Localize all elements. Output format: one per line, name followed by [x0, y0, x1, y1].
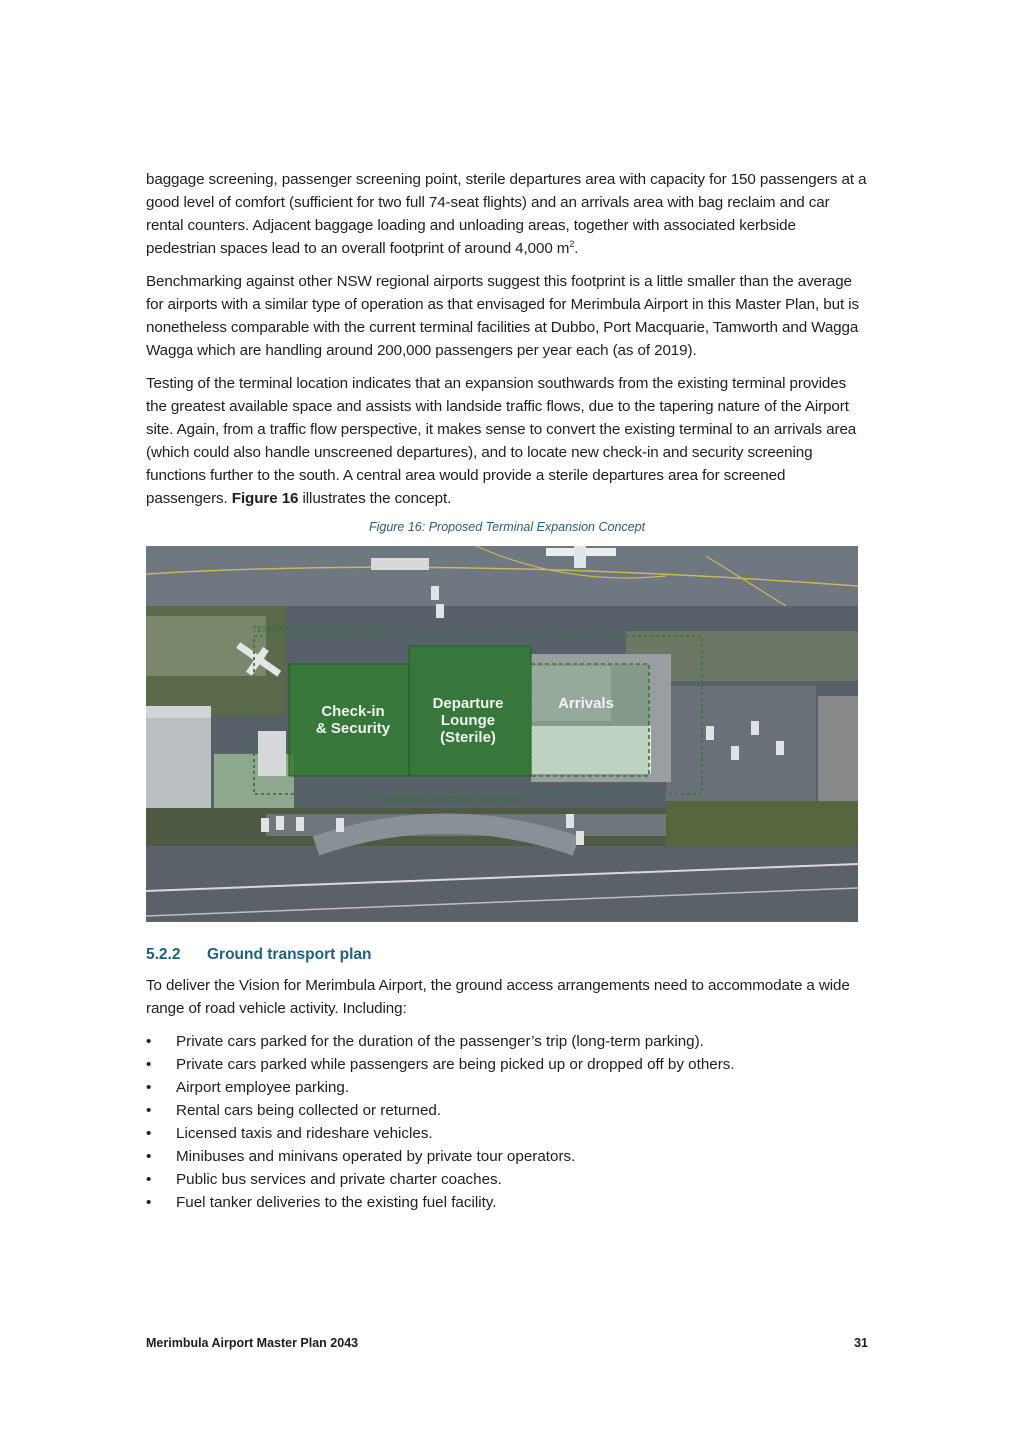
page-footer: [146, 1336, 868, 1350]
page-number: 31: [854, 1336, 868, 1350]
paragraph: [146, 372, 868, 510]
list-item: • Fuel tanker deliveries to the existing fuel facility.: [146, 1191, 868, 1214]
paragraph: [146, 168, 868, 260]
figure-caption: Figure 16: Proposed Terminal Expansion Concept: [368, 520, 646, 534]
footer-title: Merimbula Airport Master Plan 2043: [146, 1336, 359, 1350]
paragraph: Benchmarking against other NSW regional airports suggest this footprint is a little smaller than the average for airports with a similar type of operation as that envisaged for Merimbula Airport in this Master Plan, but is nonetheless comparable with the current terminal facilities at Dubbo, Port Macquarie, Tamworth and Wagga Wagga which are handling around 200,000 passengers per year each (as of 2019).: [146, 273, 859, 359]
departure-label: Departure: [432, 695, 504, 712]
terminal-concept-figure: [146, 546, 858, 922]
section-heading: [146, 946, 868, 964]
aerial-photo: [146, 546, 858, 922]
list-item: • Licensed taxis and rideshare vehicles.: [146, 1122, 868, 1145]
paragraph-end: illustrates the concept.: [298, 490, 452, 507]
list-item: • Public bus services and private charter coaches.: [146, 1168, 868, 1191]
superscript: 2: [569, 239, 575, 249]
checkin-label: Check-in: [321, 703, 385, 720]
departure-label: Lounge: [440, 712, 496, 729]
list-item: • Rental cars being collected or returned.: [146, 1099, 868, 1122]
page-content: [146, 168, 868, 1214]
list-item: • Private cars parked while passengers are being picked up or dropped off by others.: [146, 1053, 868, 1076]
departure-label: (Sterile): [440, 729, 496, 746]
paragraph-end: .: [574, 240, 579, 257]
list-item: • Private cars parked for the duration of the passenger’s trip (long-term parking).: [146, 1030, 868, 1053]
list-item: • Minibuses and minivans operated by private tour operators.: [146, 1145, 868, 1168]
reserve-label: TERMINAL FOOTPRINT RESERVE: [252, 625, 389, 634]
vehicle-activity-list: [146, 1030, 868, 1214]
section-intro: To deliver the Vision for Merimbula Airport, the ground access arrangements need to accommodate a wide range of road vehicle activity. Including:: [146, 977, 850, 1017]
arrivals-zone: [531, 664, 649, 776]
paragraph-text: baggage screening, passenger screening point, sterile departures area with capacity for 150 passengers at a good level of comfort (sufficient for two full 74-seat flights) and an arrivals area with bag reclaim and car rental counters. Adjacent baggage loading and unloading areas, together with associated kerbside pedestrian spaces lead to an overall footprint of around 4,000 m: [146, 171, 867, 257]
list-item: • Airport employee parking.: [146, 1076, 868, 1099]
section-title: Ground transport plan: [207, 946, 372, 963]
section-number: 5.2.2: [146, 946, 181, 963]
paragraph-text: Testing of the terminal location indicates that an expansion southwards from the existing terminal provides the greatest available space and assists with landside traffic flows, due to the tapering nature of the Airport site. Again, from a traffic flow perspective, it makes sense to convert the existing terminal to an arrivals area (which could also handle unscreened departures), and to locate new check-in and security screening functions further to the south. A central area would provide a sterile departures area for screened passengers.: [146, 375, 857, 507]
reserve-label: TERMINAL FOOTPRINT RESERVE: [384, 796, 521, 805]
arrivals-label: Arrivals: [558, 695, 614, 712]
checkin-label: & Security: [315, 720, 391, 737]
figure-reference: Figure 16: [231, 490, 299, 507]
